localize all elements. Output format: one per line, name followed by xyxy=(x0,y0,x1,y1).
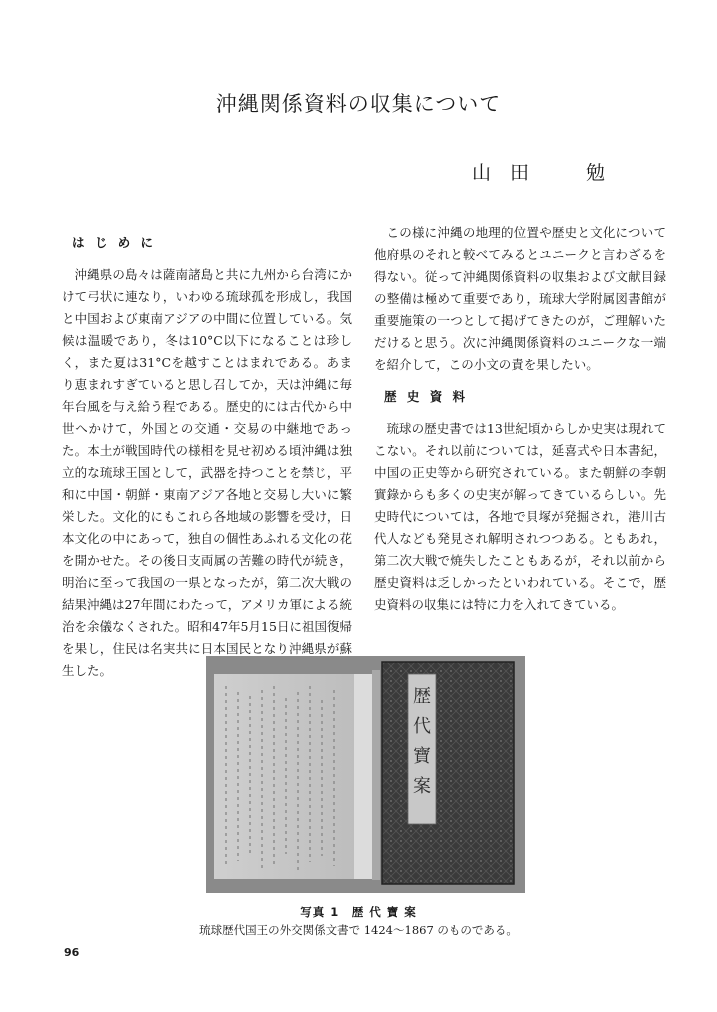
author-name: 山 田 勉 xyxy=(472,162,606,184)
photo-rekidai-hoan xyxy=(206,656,525,893)
section-heading-introduction: は じ め に xyxy=(72,235,157,250)
article-title: 沖縄関係資料の収集について xyxy=(215,92,502,116)
continuation-paragraph: この様に沖縄の地理的位置や歴史と文化について他府県のそれと較べてみるとユニークと言わざるを得ない。従って沖縄関係資料の収集および文献目録の整備は極めて重要であり，琉球大学附属図書館が重要施策の一つとして掲げてきたのが，ご理解いただけると思う。次に沖縄関係資料のユニークな一端を紹介して，この小文の責を果したい。 xyxy=(374,225,666,372)
caption-text: 琉球歴代国王の外交関係文書で 1424～1867 のものである。 xyxy=(199,923,518,937)
photo-illustration xyxy=(206,656,525,893)
historical-materials-paragraph: 琉球の歴史書では13世紀頃からしか史実は現れてこない。それ以前については，延喜式や日本書紀，中国の正史等から研究されている。また朝鮮の李朝實錄からも多くの史実が解ってきているらしい。先史時代については，各地で貝塚が発掘され，港川古代人なども発見され解明されつつある。ともあれ，第二次大戦で焼失したこともあるが，それ以前から歴史資料は乏しかったといわれている。そこで，歴史資料の収集には特に力を入れてきている。 xyxy=(374,421,666,612)
section-heading-historical-materials: 歴 史 資 料 xyxy=(384,389,469,404)
right-column xyxy=(374,222,666,616)
figure-caption xyxy=(0,903,717,939)
page-number: 96 xyxy=(64,946,80,959)
caption-title: 写真 1 歴 代 寶 案 xyxy=(300,905,417,919)
left-column xyxy=(62,232,352,682)
book-cover-title: 歴代寶案 xyxy=(413,686,431,797)
intro-paragraph: 沖縄県の島々は薩南諸島と共に九州から台湾にかけて弓状に連なり，いわゆる琉球孤を形成し，我国と中国および東南アジアの中間に位置している。気候は温暖であり，冬は10°C以下になることは珍しく，また夏は31°Cを越すことはまれである。あまり恵まれすぎていると思し召してか，天は沖縄に毎年台風を与え給う程である。歴史的には古代から中世へかけて，外国との交通・交易の中継地であった。本土が戦国時代の様相を見せ初める頃沖縄は独立的な琉球王国として，武器を持つことを禁じ，平和に中国・朝鮮・東南アジア各地と交易し大いに繁栄した。文化的にもこれら各地域の影響を受け，日本文化の中にあって，独自の個性あふれる文化の花を開かせた。その後日支両属の苦難の時代が続き，明治に至って我国の一県となったが，第二次大戦の結果沖縄は27年間にわたって，アメリカ軍による統治を余儀なくされた。昭和47年5月15日に祖国復帰を果し，住民は名実共に日本国民となり沖縄県が蘇生した。 xyxy=(62,267,352,678)
